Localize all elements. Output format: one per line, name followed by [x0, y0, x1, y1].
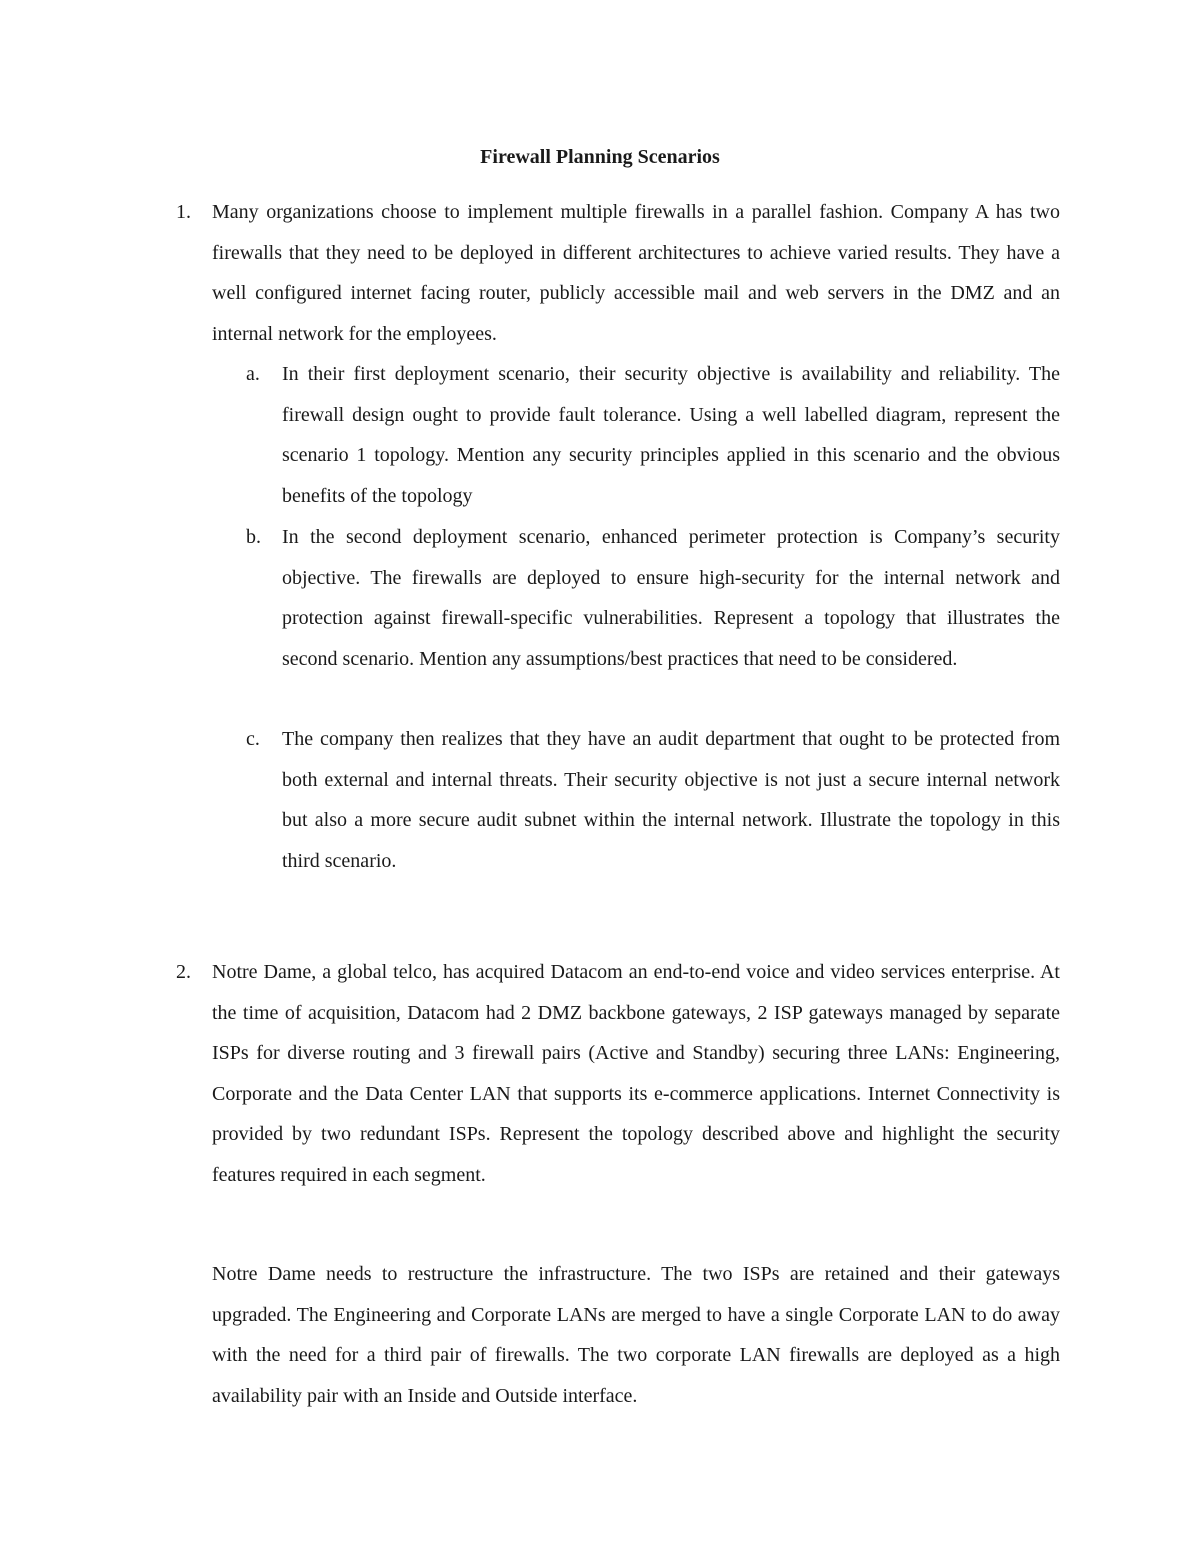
question-1b-text: In the second deployment scenario, enhanced perimeter protection is Company’s security objective. The firewalls are deployed to ensure high-security for the internal network and protection against firewall-specific vulnerabilities. Represent a topology that illustrates the second scenario. Mention any assumptions/best practices that need to be considered.: [282, 526, 1060, 670]
question-1c-label: c.: [246, 728, 260, 750]
question-2-continuation: Notre Dame needs to restructure the infrastructure. The two ISPs are retained and their gateways upgraded. The Engineering and Corporate LANs are merged to have a single Corporate LAN to do away with the need for a third pair of firewalls. The two corporate LAN firewalls are deployed as a high availability pair with an Inside and Outside interface.: [212, 1263, 1060, 1407]
question-1-number: 1.: [176, 201, 191, 223]
document-title: Firewall Planning Scenarios: [480, 146, 720, 168]
question-1-text: Many organizations choose to implement multiple firewalls in a parallel fashion. Company A has two firewalls that they need to be deployed in different architectures to achieve varied results. They have a well configured internet facing router, publicly accessible mail and web servers in the DMZ and an internal network for the employees.: [212, 201, 1060, 345]
question-2-text: Notre Dame, a global telco, has acquired Datacom an end-to-end voice and video services enterprise. At the time of acquisition, Datacom had 2 DMZ backbone gateways, 2 ISP gateways managed by separate ISPs for diverse routing and 3 firewall pairs (Active and Standby) securing three LANs: Engineering, Corporate and the Data Center LAN that supports its e-commerce applications. Internet Connectivity is provided by two redundant ISPs. Represent the topology described above and highlight the security features required in each segment.: [212, 961, 1060, 1186]
question-1a-text: In their first deployment scenario, their security objective is availability and reliability. The firewall design ought to provide fault tolerance. Using a well labelled diagram, represent the scenario 1 topology. Mention any security principles applied in this scenario and the obvious benefits of the topology: [282, 363, 1060, 507]
question-1b-label: b.: [246, 526, 261, 548]
question-2-number: 2.: [176, 961, 191, 983]
question-1a-label: a.: [246, 363, 260, 385]
question-1c-text: The company then realizes that they have an audit department that ought to be protected from both external and internal threats. Their security objective is not just a secure internal network but also a more secure audit subnet within the internal network. Illustrate the topology in this third scenario.: [282, 728, 1060, 872]
